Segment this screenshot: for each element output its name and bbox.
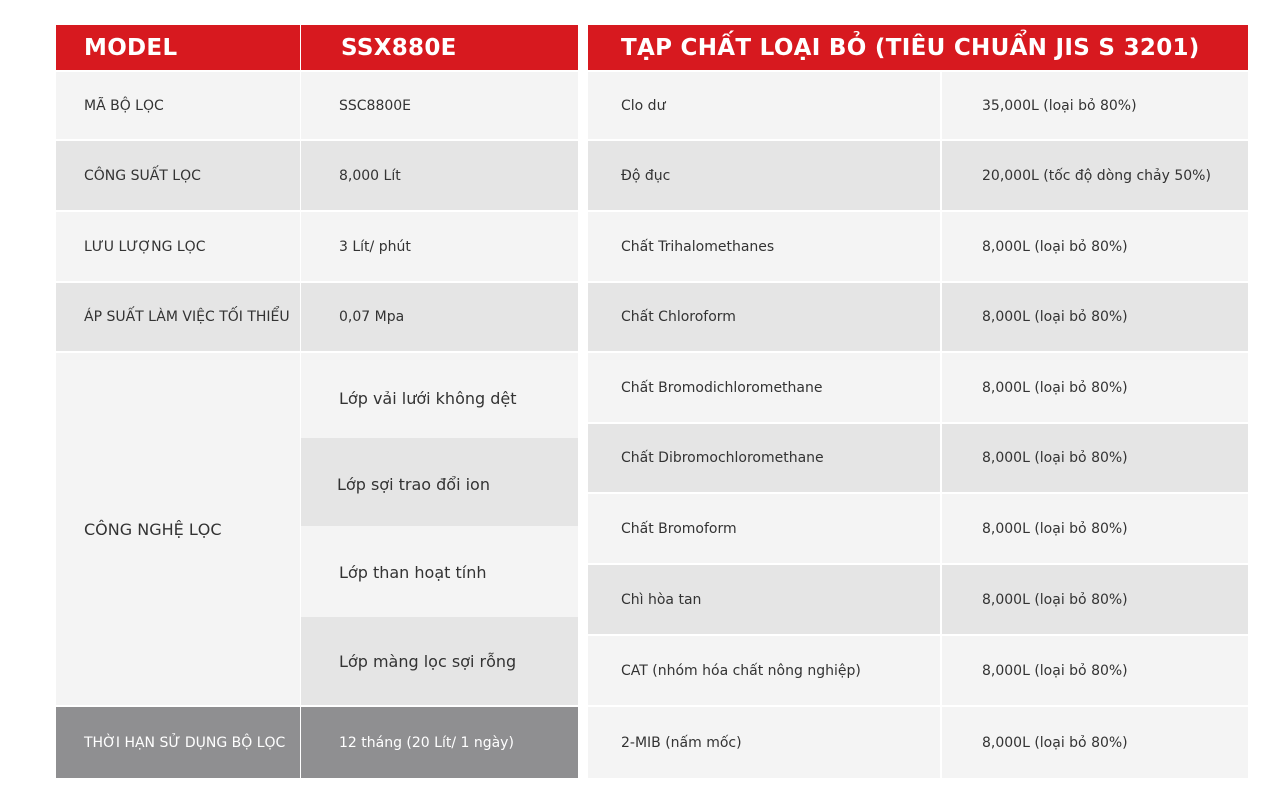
- impurity-capacity: 8,000L (loại bỏ 80%): [942, 424, 1248, 492]
- filter-capacity-value: 8,000 Lít: [301, 141, 578, 210]
- impurity-name: Chất Dibromochloromethane: [588, 424, 940, 492]
- impurity-capacity: 8,000L (loại bỏ 80%): [942, 212, 1248, 281]
- impurity-name: Chất Bromodichloromethane: [588, 353, 940, 422]
- filter-lifetime-value: 12 tháng (20 Lít/ 1 ngày): [301, 707, 578, 778]
- impurity-capacity: 8,000L (loại bỏ 80%): [942, 283, 1248, 351]
- technology-layer: Lớp màng lọc sợi rỗng: [301, 617, 578, 705]
- filter-code-value: SSC8800E: [301, 72, 578, 139]
- impurity-capacity: 8,000L (loại bỏ 80%): [942, 707, 1248, 778]
- model-header-value: SSX880E: [301, 25, 578, 70]
- technology-layer: Lớp than hoạt tính: [301, 526, 578, 617]
- impurity-name: CAT (nhóm hóa chất nông nghiệp): [588, 636, 940, 705]
- filter-code-label: MÃ BỘ LỌC: [56, 72, 300, 139]
- flow-rate-value: 3 Lít/ phút: [301, 212, 578, 281]
- impurity-capacity: 35,000L (loại bỏ 80%): [942, 72, 1248, 139]
- flow-rate-label: LƯU LƯỢNG LỌC: [56, 212, 300, 281]
- impurity-capacity: 8,000L (loại bỏ 80%): [942, 494, 1248, 563]
- min-pressure-label: ÁP SUẤT LÀM VIỆC TỐI THIỂU: [56, 283, 300, 351]
- impurity-name: Chất Chloroform: [588, 283, 940, 351]
- min-pressure-value: 0,07 Mpa: [301, 283, 578, 351]
- technology-layer: Lớp sợi trao đổi ion: [301, 438, 578, 526]
- filter-lifetime-label: THỜI HẠN SỬ DỤNG BỘ LỌC: [56, 707, 300, 778]
- impurity-name: Chất Trihalomethanes: [588, 212, 940, 281]
- impurity-capacity: 20,000L (tốc độ dòng chảy 50%): [942, 141, 1248, 210]
- technology-label: CÔNG NGHỆ LỌC: [56, 353, 300, 705]
- impurity-capacity: 8,000L (loại bỏ 80%): [942, 353, 1248, 422]
- impurity-capacity: 8,000L (loại bỏ 80%): [942, 565, 1248, 634]
- impurity-name: Chì hòa tan: [588, 565, 940, 634]
- impurity-name: Chất Bromoform: [588, 494, 940, 563]
- impurity-name: 2-MIB (nấm mốc): [588, 707, 940, 778]
- impurity-name: Clo dư: [588, 72, 940, 139]
- technology-layer: Lớp vải lưới không dệt: [301, 353, 578, 438]
- impurities-header: TẠP CHẤT LOẠI BỎ (TIÊU CHUẨN JIS S 3201): [588, 25, 1248, 70]
- filter-capacity-label: CÔNG SUẤT LỌC: [56, 141, 300, 210]
- impurity-name: Độ đục: [588, 141, 940, 210]
- impurity-capacity: 8,000L (loại bỏ 80%): [942, 636, 1248, 705]
- model-header-label: MODEL: [56, 25, 300, 70]
